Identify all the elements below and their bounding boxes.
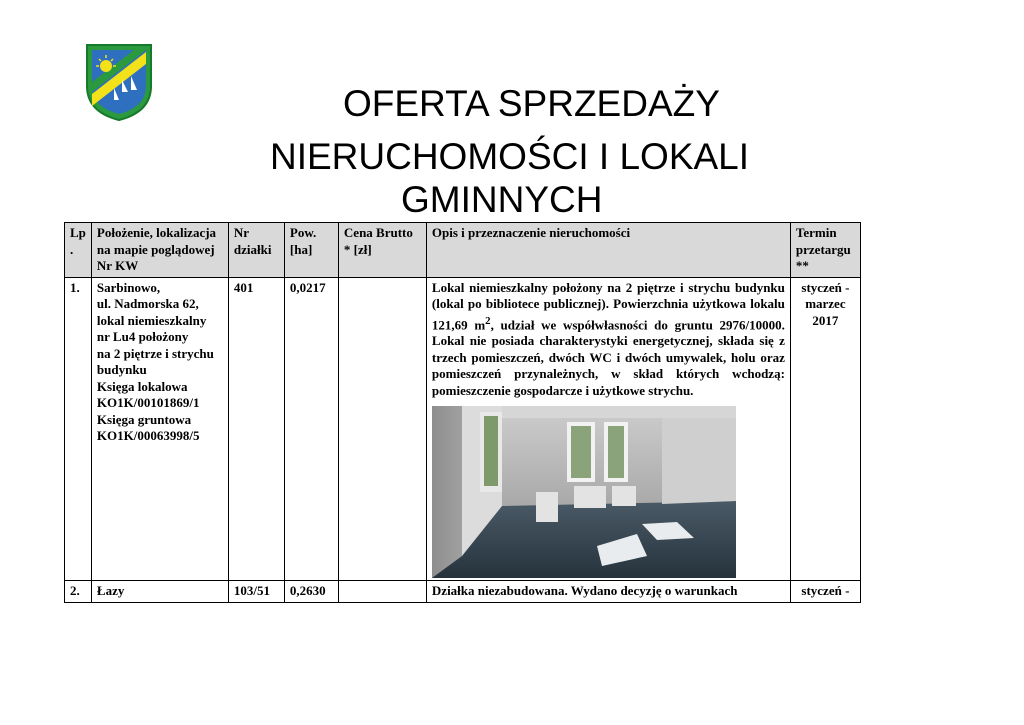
cell-termin: styczeń - bbox=[790, 581, 860, 603]
property-offer-table bbox=[64, 222, 861, 603]
polozenie-line: KO1K/00101869/1 bbox=[96, 395, 200, 410]
cell-cena bbox=[338, 277, 426, 581]
opis-text-part: Lokal niemieszkalny położony na 2 piętrze i strychu budynku (lokal po bibliotece publicznej). Powierzchnia użytkowa lokalu 121,69 m bbox=[431, 279, 785, 332]
table-row bbox=[65, 581, 861, 603]
header-opis: Opis i przeznaczenie nieruchomości bbox=[426, 223, 790, 278]
cell-lp: 2. bbox=[65, 581, 92, 603]
header-termin: Termin przetargu ** bbox=[790, 223, 860, 278]
opis-superscript: 2 bbox=[485, 314, 491, 327]
polozenie-line: na 2 piętrze i strychu bbox=[96, 345, 214, 361]
header-nr-dzialki: Nr działki bbox=[228, 223, 284, 278]
header-polozenie: Położenie, lokalizacja na mapie poglądowej Nr KW bbox=[91, 223, 228, 278]
opis-text bbox=[432, 280, 785, 400]
table-header-row bbox=[65, 223, 861, 278]
polozenie-line: nr Lu4 położony bbox=[96, 329, 189, 344]
polozenie-line: Sarbinowo, bbox=[96, 279, 161, 295]
page-title-line-1: OFERTA SPRZEDAŻY bbox=[343, 83, 720, 124]
cell-polozenie bbox=[91, 277, 228, 581]
cell-polozenie: Łazy bbox=[91, 581, 228, 603]
cell-lp: 1. bbox=[65, 277, 92, 581]
polozenie-line: lokal niemieszkalny bbox=[96, 312, 207, 328]
page-title-line-3: GMINNYCH bbox=[401, 179, 603, 220]
cell-opis: Działka niezabudowana. Wydano decyzję o warunkach bbox=[426, 581, 790, 603]
header-lp: Lp . bbox=[65, 223, 92, 278]
cell-nr-dzialki: 401 bbox=[228, 277, 284, 581]
header-powierzchnia: Pow. [ha] bbox=[284, 223, 338, 278]
cell-opis bbox=[426, 277, 790, 581]
cell-nr-dzialki: 103/51 bbox=[228, 581, 284, 603]
cell-powierzchnia: 0,0217 bbox=[284, 277, 338, 581]
polozenie-line: Księga lokalowa bbox=[96, 378, 188, 394]
polozenie-line: budynku bbox=[96, 362, 147, 377]
cell-powierzchnia: 0,2630 bbox=[284, 581, 338, 603]
cell-termin: styczeń - marzec 2017 bbox=[790, 277, 860, 581]
interior-room-photo bbox=[432, 406, 736, 578]
page-title-line-2: NIERUCHOMOŚCI I LOKALI bbox=[270, 136, 750, 177]
gmina-coat-of-arms-logo bbox=[84, 42, 154, 122]
cell-cena bbox=[338, 581, 426, 603]
polozenie-line: ul. Nadmorska 62, bbox=[96, 296, 199, 311]
polozenie-line: KO1K/00063998/5 bbox=[96, 428, 200, 443]
polozenie-line: Księga gruntowa bbox=[96, 411, 192, 427]
table-row bbox=[65, 277, 861, 581]
opis-text-part: , udział we współwłasności do gruntu 2976/10000. Lokal nie posiada charakterystyki energetycznej, składa się z trzech pomieszczeń, dwóch WC i dwóch umywalek, holu oraz pomieszczeń przynależnych, w skład których wchodzą: pomieszczenie gospodarcze i użytkowe strychu. bbox=[431, 316, 785, 398]
header-cena-brutto: Cena Brutto * [zł] bbox=[338, 223, 426, 278]
